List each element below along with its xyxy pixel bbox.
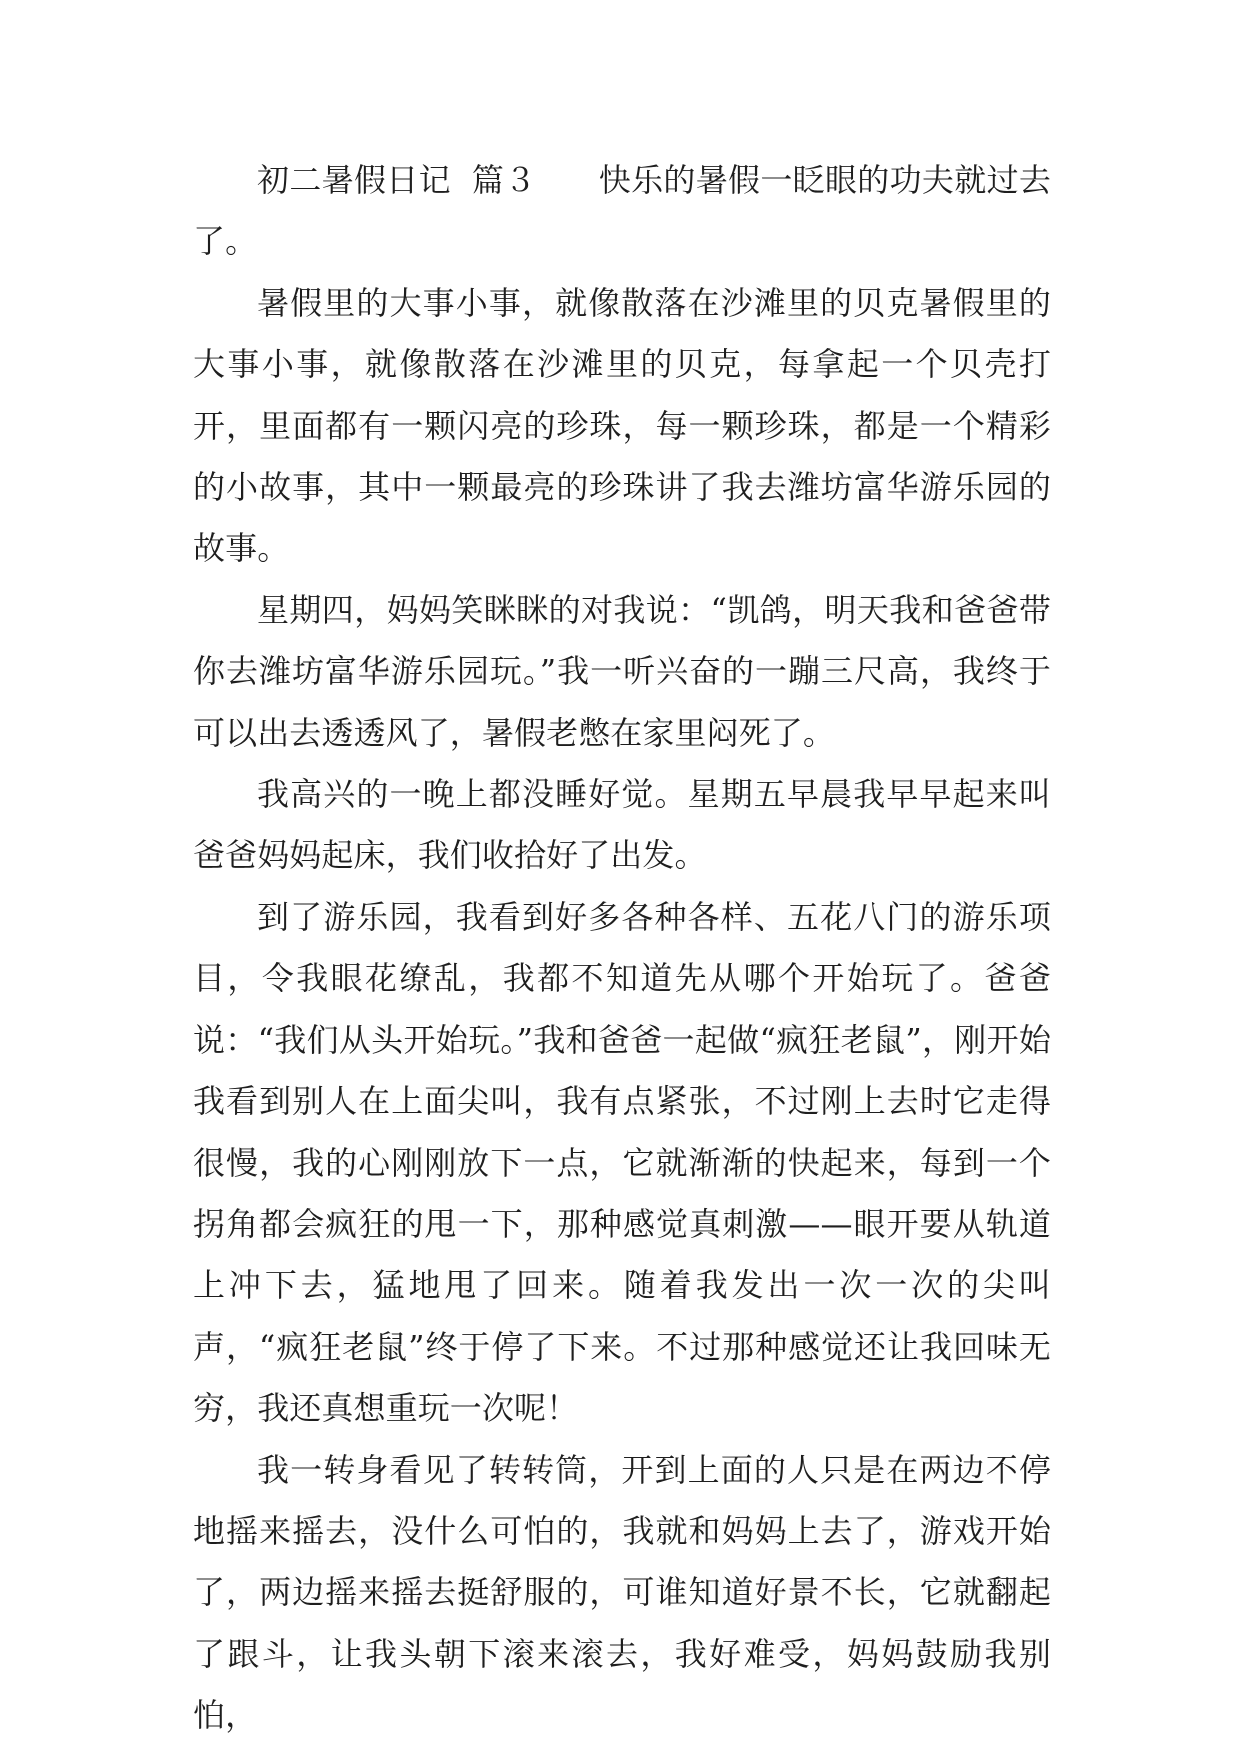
paragraph-2: 星期四，妈妈笑眯眯的对我说：“凯鸽，明天我和爸爸带你去潍坊富华游乐园玩。”我一听兴奋的一蹦三尺高，我终于可以出去透透风了，暑假老憋在家里闷死了。	[193, 590, 1051, 752]
diary-title: 初二暑假日记 篇３	[257, 161, 537, 199]
paragraph-1: 暑假里的大事小事，就像散落在沙滩里的贝克暑假里的大事小事，就像散落在沙滩里的贝克，每拿起一个贝壳打开，里面都有一颗闪亮的珍珠，每一颗珍珠，都是一个精彩的小故事，其中一颗最亮的珍珠讲了我去潍坊富华游乐园的故事。	[193, 283, 1051, 568]
paragraph-4: 到了游乐园，我看到好多各种各样、五花八门的游乐项目，令我眼花缭乱，我都不知道先从哪个开始玩了。爸爸说：“我们从头开始玩。”我和爸爸一起做“疯狂老鼠”，刚开始我看到别人在上面尖叫，我有点紧张，不过刚上去时它走得很慢，我的心刚刚放下一点，它就渐渐的快起来，每到一个拐角都会疯狂的甩一下，那种感觉真刺激——眼开要从轨道上冲下去，猛地甩了回来。随着我发出一次一次的尖叫声，“疯狂老鼠”终于停了下来。不过那种感觉还让我回味无穷，我还真想重玩一次呢！	[193, 897, 1051, 1428]
intro-text: 快乐的暑假一眨眼的功夫就过去了。	[193, 161, 1051, 261]
document-page	[193, 150, 1051, 1747]
paragraph-5: 我一转身看见了转转筒，开到上面的人只是在两边不停地摇来摇去，没什么可怕的，我就和妈妈上去了，游戏开始了，两边摇来摇去挺舒服的，可谁知道好景不长，它就翻起了跟斗，让我头朝下滚来滚去，我好难受，妈妈鼓励我别怕，	[193, 1450, 1051, 1735]
paragraph-3: 我高兴的一晚上都没睡好觉。星期五早晨我早早起来叫爸爸妈妈起床，我们收拾好了出发。	[193, 775, 1051, 875]
heading-paragraph	[193, 150, 1051, 273]
